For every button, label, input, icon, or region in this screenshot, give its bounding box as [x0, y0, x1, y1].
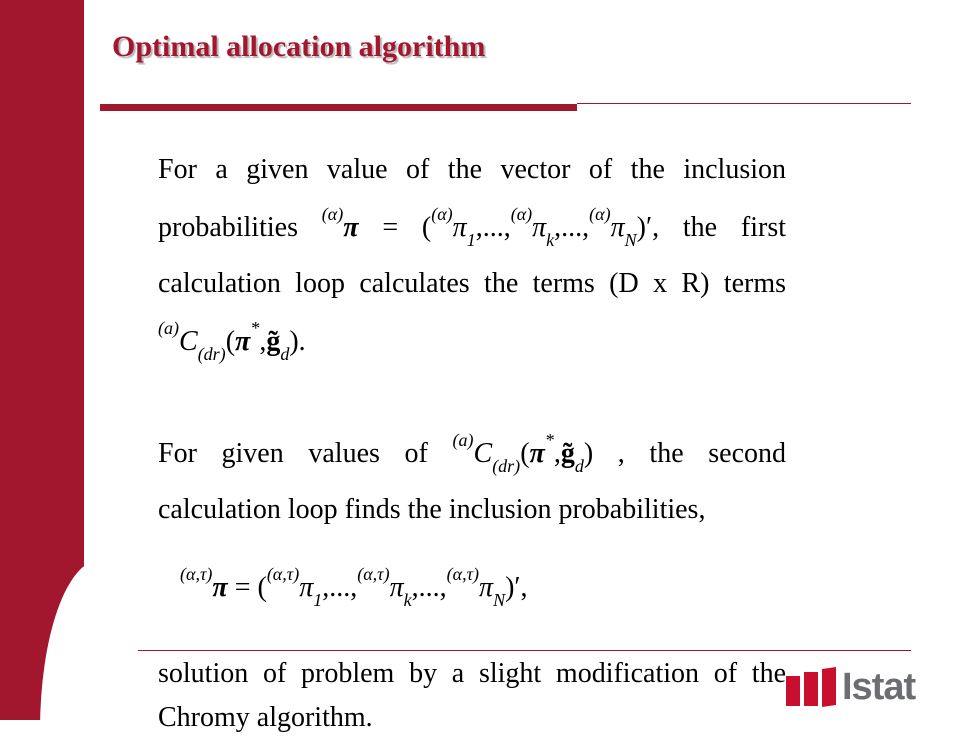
inclusion-probabilities-equation: $^{(\alpha)}\pi = (^{(\alpha)}\pi_1,...,^{(\alpha)}\pi_k,...,^{(\alpha)}\pi_N)'$,: [321, 204, 660, 250]
paragraph-2: [158, 418, 786, 532]
paragraph-1: [158, 148, 786, 376]
logo-block-right: [822, 667, 836, 707]
logo-block-left: [786, 676, 800, 706]
p1-text-1: For a given value of the vector of the inclusion probabilities: [158, 154, 786, 243]
paragraph-4: solution of problem by a slight modification of the Chromy algorithm.: [158, 658, 786, 733]
p2-text-1: For given values of: [158, 438, 428, 469]
logo-block-mid: [804, 672, 818, 706]
title-underline-thin: [577, 103, 911, 104]
c-term-equation: $^{(a)}C_{(dr)}(\pi^*,g̃_d)$.: [158, 318, 306, 364]
alpha-tau-equation: $^{(\alpha,\tau)}\pi = (^{(\alpha,\tau)}\pi_1,...,^{(\alpha,\tau)}\pi_k,...,^{(\alpha,\tau)}\pi_N)'$,: [180, 564, 528, 610]
istat-logo: [786, 664, 946, 708]
paragraph-3-equation: [158, 552, 786, 622]
p2-text-2: , the second calculation loop finds the inclusion probabilities,: [158, 438, 787, 525]
slide-body: [158, 148, 786, 740]
footer-divider-line: [138, 650, 911, 651]
slide-title: Optimal allocation algorithm: [112, 30, 486, 63]
logo-text: Istat: [842, 666, 916, 708]
title-underline-bar: [100, 104, 577, 111]
p1-text-2: the first calculation loop calculates the terms (D x R) terms: [158, 212, 787, 299]
c-term-equation-2: $^{(a)}C_{(dr)}(\pi^*,g̃_d)$: [452, 430, 594, 476]
